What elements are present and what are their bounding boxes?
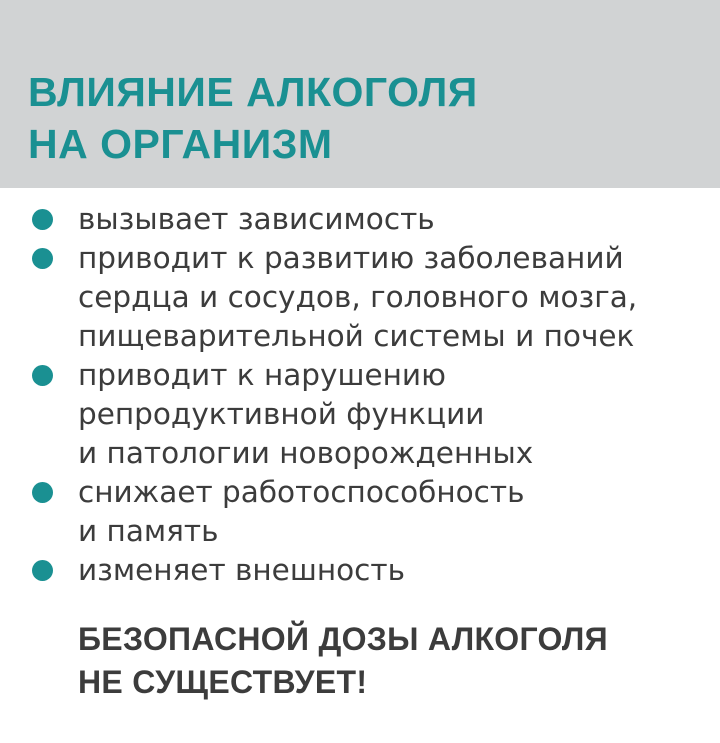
list-item-text: приводит к развитию заболеваний (78, 241, 624, 275)
list-item (0, 356, 637, 473)
list-item-text: вызывает зависимость (78, 202, 435, 236)
list-item-text: снижает работоспособность (78, 475, 525, 509)
bullet-dot-icon (32, 248, 53, 269)
header-band (0, 0, 720, 188)
warning-line-1: БЕЗОПАСНОЙ ДОЗЫ АЛКОГОЛЯ (78, 621, 608, 657)
list-item (0, 200, 637, 239)
effects-list (0, 200, 637, 590)
bullet-dot-icon (32, 482, 53, 503)
title-line-2: НА ОРГАНИЗМ (28, 121, 333, 167)
title-line-1: ВЛИЯНИЕ АЛКОГОЛЯ (28, 69, 478, 115)
list-item-text: приводит к нарушению (78, 358, 446, 392)
bullet-dot-icon (32, 209, 53, 230)
warning-statement (78, 618, 608, 704)
list-item-text: изменяет внешность (78, 553, 405, 587)
list-item-text: и патологии новорожденных (78, 436, 534, 470)
list-item-text: и память (78, 514, 219, 548)
bullet-dot-icon (32, 560, 53, 581)
list-item-text: сердца и сосудов, головного мозга, (78, 280, 638, 314)
list-item (0, 473, 637, 551)
list-item-text: репродуктивной функции (78, 397, 485, 431)
warning-line-2: НЕ СУЩЕСТВУЕТ! (78, 664, 368, 700)
list-item (0, 551, 637, 590)
page-title (28, 66, 478, 170)
list-item (0, 239, 637, 356)
list-item-text: пищеварительной системы и почек (78, 319, 635, 353)
bullet-dot-icon (32, 365, 53, 386)
